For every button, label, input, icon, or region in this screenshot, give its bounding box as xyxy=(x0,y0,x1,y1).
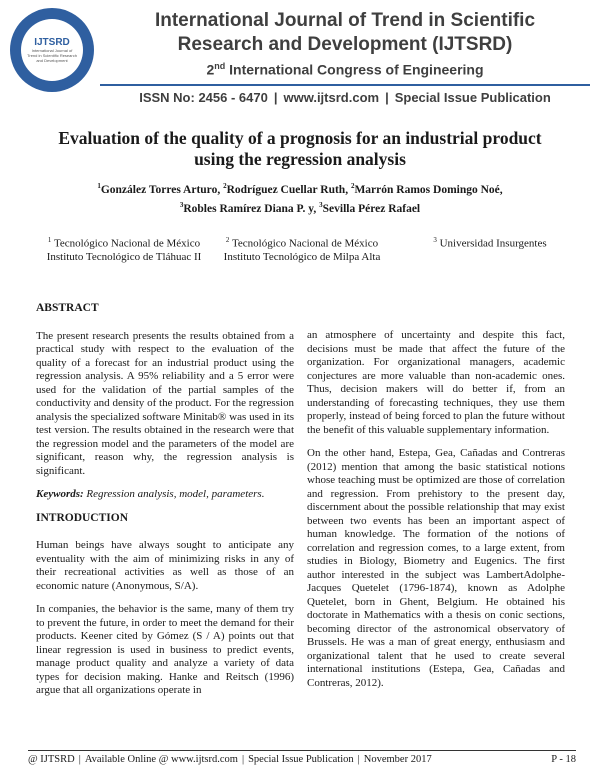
separator: | xyxy=(241,754,245,765)
author-name: Robles Ramírez Diana P. y, xyxy=(183,202,320,215)
journal-website-link[interactable]: www.ijtsrd.com xyxy=(283,89,380,105)
affiliation-sup: 3 xyxy=(433,236,437,244)
footer-left xyxy=(28,754,432,765)
journal-logo xyxy=(10,8,94,92)
abstract-heading: ABSTRACT xyxy=(36,302,99,314)
author-name: Sevilla Pérez Rafael xyxy=(322,202,421,215)
author-name: Rodríguez Cuellar Ruth, xyxy=(226,183,351,196)
author-sup: 1 xyxy=(97,182,101,190)
keywords-label: Keywords: xyxy=(36,488,84,500)
issue-type: Special Issue Publication xyxy=(394,89,551,105)
keywords xyxy=(36,488,294,502)
footer-date: November 2017 xyxy=(363,754,432,765)
left-column xyxy=(36,302,294,708)
issn-number: ISSN No: 2456 - 6470 xyxy=(139,89,268,105)
abstract-text: The present research presents the results obtained from a practical study with respect to the evaluation of the quality of a forecast for an industrial product using the regression analysis. A 95% reliability and a 5 error were used for the validation of the partial samples of the conductivity and density of the product. For the regression analysis the specialized software Minitab® was used in its test version. The results obtained in the research were that the regression model and the parameters of the model are significant, reason why, the regression analysis is significant. xyxy=(36,329,294,477)
congress-line xyxy=(100,61,590,78)
logo-seal xyxy=(21,19,83,81)
author-name: Marrón Ramos Domingo Noé, xyxy=(354,183,503,196)
footer-issue: Special Issue Publication xyxy=(248,754,354,765)
congress-ordinal-suffix: nd xyxy=(214,61,226,71)
intro-paragraph: Human beings have always sought to anticipate any eventuality with the aim of minimizing risks in any of their recreational activities as well as those of an economic nature (Anonymous, S/A). xyxy=(36,539,294,592)
right-column xyxy=(307,329,565,700)
affiliation-text: Tecnológico Nacional de México Instituto Tecnológico de Milpa Alta xyxy=(223,237,381,264)
affiliation-text: Tecnológico Nacional de México Instituto Tecnológico de Tláhuac II xyxy=(46,237,202,264)
page-footer xyxy=(28,750,576,765)
separator: | xyxy=(385,89,389,105)
author-sup: 3 xyxy=(179,200,184,209)
author-sup: 2 xyxy=(350,182,355,190)
journal-header xyxy=(0,0,600,112)
congress-name: International Congress of Engineering xyxy=(225,61,484,78)
affiliation-sup: 2 xyxy=(225,236,230,244)
separator: | xyxy=(78,754,81,765)
affiliation-1 xyxy=(34,234,214,265)
affiliation-sup: 1 xyxy=(47,236,52,244)
page-number: P - 18 xyxy=(551,754,576,765)
author-list xyxy=(40,179,560,217)
author-sup: 2 xyxy=(223,182,227,190)
affiliation-3 xyxy=(400,234,580,251)
affiliation-text: Universidad Insurgentes xyxy=(436,237,547,250)
journal-name-line2: Research and Development (IJTSRD) xyxy=(177,34,513,55)
author-name: González Torres Arturo, xyxy=(100,183,224,196)
affiliation-2 xyxy=(214,234,390,265)
footer-available-link[interactable]: Available Online @ www.ijtsrd.com xyxy=(84,754,238,765)
body-paragraph: an atmosphere of uncertainty and despite this fact, decisions must be made that affect the future of the organization. For organizational managers, academic conjectures are more valuable than non-academic ones. Thus, decision makers will do better if, from an understanding of forecasting techniques, they use them properly, instead of being forced to plan the future without the benefit of this valuable supplementary information. xyxy=(307,329,565,436)
congress-ordinal: 2 xyxy=(206,61,215,78)
separator: | xyxy=(273,89,278,105)
logo-subtitle: International Journal of Trend in Scientific Research and Development xyxy=(27,48,77,63)
introduction-heading: INTRODUCTION xyxy=(36,511,129,524)
issn-bar xyxy=(100,84,590,108)
journal-name-line1: International Journal of Trend in Scientific xyxy=(154,10,536,31)
separator: | xyxy=(357,754,360,765)
footer-brand: @ IJTSRD xyxy=(28,754,75,765)
body-paragraph: On the other hand, Estepa, Gea, Cañadas and Contreras (2012) mention that among the basic statistical notions whose teaching must be optimized are those of correlation and regression. From prehistory to the present day, discernment about the possible relationship that may exist between two events has been an important aspect of human knowledge. The formation of the notions of correlation and regression comes, to a large extent, from studies in Biology, Biometry and Eugenics. The first author interested in the subject was LambertAdolphe-Jacques Quetelet (1796-1874), known as Adolphe Quetelet, born in Ghent, Belgium. He obtained his doctorate in Mathematics with a thesis on conic sections, becoming director of the astronomical observatory of Brussels. He was a man of great energy, enthusiasm and organizational talent that he used to create several international institutions (Estepa, Gea, Cañadas and Contreras, 2012). xyxy=(307,447,565,689)
paper-title: Evaluation of the quality of a prognosis for an industrial product using the regression analysis xyxy=(58,128,542,169)
author-sup: 3 xyxy=(319,200,323,209)
keywords-text: Regression analysis, model, parameters. xyxy=(83,488,265,500)
intro-paragraph: In companies, the behavior is the same, many of them try to prevent the future, in order to meet the demand for their products. Keener cited by Gómez (S / A) points out that linear regression is used in business to predict events, manage product quality and analyze a variety of data types for decision making. Hanke and Reitsch (1996) argue that all organizations operate in xyxy=(36,603,294,696)
logo-abbr: IJTSRD xyxy=(34,37,70,48)
